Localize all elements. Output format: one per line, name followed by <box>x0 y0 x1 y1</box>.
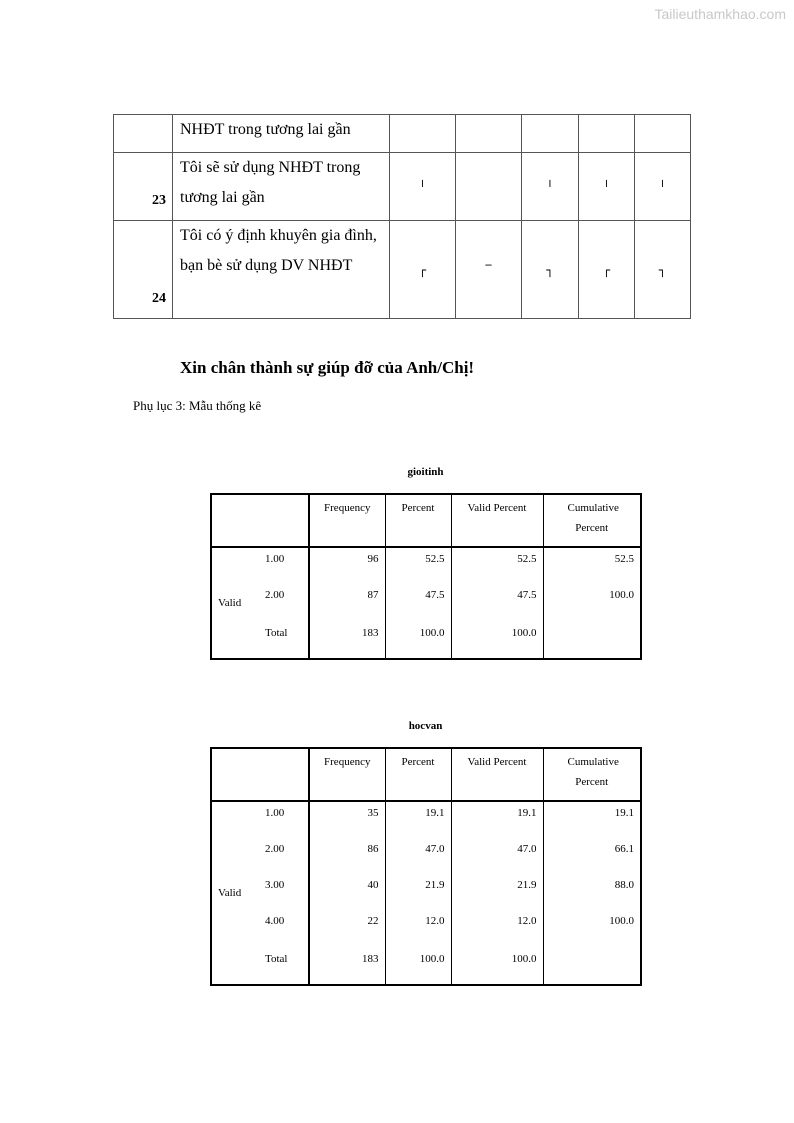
percent-cell: 52.5 <box>385 547 451 584</box>
row-label: 3.00 <box>259 874 309 910</box>
frequency-cell: 86 <box>309 838 385 874</box>
survey-checkbox-cell[interactable]: ┌ <box>579 221 635 319</box>
cumulative-cell <box>543 946 641 985</box>
valid-percent-cell: 100.0 <box>451 620 543 659</box>
cumulative-cell: 88.0 <box>543 874 641 910</box>
valid-percent-cell: 100.0 <box>451 946 543 985</box>
percent-cell: 47.0 <box>385 838 451 874</box>
valid-percent-cell: 21.9 <box>451 874 543 910</box>
survey-table <box>113 114 691 319</box>
valid-percent-cell: 52.5 <box>451 547 543 584</box>
valid-percent-cell: 12.0 <box>451 910 543 946</box>
cumulative-cell: 100.0 <box>543 584 641 620</box>
percent-cell: 19.1 <box>385 801 451 838</box>
valid-percent-cell: 47.0 <box>451 838 543 874</box>
survey-statement: NHĐT trong tương lai gần <box>173 115 390 153</box>
column-header: Cumulative Percent <box>543 748 641 801</box>
table-row <box>211 584 641 620</box>
table-row <box>211 620 641 659</box>
survey-checkbox-cell[interactable] <box>456 153 522 221</box>
survey-checkbox-cell[interactable]: ‾ <box>456 221 522 319</box>
percent-cell: 21.9 <box>385 874 451 910</box>
survey-checkbox-cell[interactable]: ┐ <box>522 221 579 319</box>
survey-row-number <box>114 115 173 153</box>
valid-group-label: Valid <box>211 547 259 659</box>
survey-checkbox-cell[interactable]: ╵ <box>635 153 691 221</box>
frequency-cell: 87 <box>309 584 385 620</box>
frequency-cell: 183 <box>309 946 385 985</box>
percent-cell: 12.0 <box>385 910 451 946</box>
cumulative-cell: 19.1 <box>543 801 641 838</box>
valid-percent-cell: 19.1 <box>451 801 543 838</box>
cumulative-cell: 66.1 <box>543 838 641 874</box>
gioitinh-caption: gioitinh <box>407 466 444 478</box>
table-row <box>211 838 641 874</box>
header-blank <box>211 748 259 801</box>
watermark: Tailieuthamkhao.com <box>654 6 786 22</box>
table-row <box>211 874 641 910</box>
survey-row-number: 23 <box>114 153 173 221</box>
table-row <box>211 547 641 584</box>
survey-checkbox-cell[interactable] <box>456 115 522 153</box>
survey-checkbox-cell[interactable]: ╵ <box>579 153 635 221</box>
frequency-cell: 35 <box>309 801 385 838</box>
percent-cell: 100.0 <box>385 946 451 985</box>
survey-row <box>114 115 691 153</box>
row-label: Total <box>259 620 309 659</box>
column-header: Cumulative Percent <box>543 494 641 547</box>
closing-heading: Xin chân thành sự giúp đỡ của Anh/Chị! <box>180 358 475 377</box>
header-blank <box>259 494 309 547</box>
frequency-cell: 40 <box>309 874 385 910</box>
cumulative-cell: 52.5 <box>543 547 641 584</box>
appendix-title: Phụ lục 3: Mẫu thống kê <box>133 398 262 413</box>
header-blank <box>211 494 259 547</box>
percent-cell: 47.5 <box>385 584 451 620</box>
hocvan-caption: hocvan <box>408 720 443 732</box>
table-row <box>211 910 641 946</box>
survey-row-number: 24 <box>114 221 173 319</box>
table-row <box>211 801 641 838</box>
row-label: Total <box>259 946 309 985</box>
survey-row <box>114 221 691 319</box>
column-header: Percent <box>385 748 451 801</box>
row-label: 1.00 <box>259 547 309 584</box>
percent-cell: 100.0 <box>385 620 451 659</box>
valid-percent-cell: 47.5 <box>451 584 543 620</box>
survey-checkbox-cell[interactable]: ╵ <box>522 153 579 221</box>
row-label: 2.00 <box>259 838 309 874</box>
row-label: 4.00 <box>259 910 309 946</box>
frequency-cell: 22 <box>309 910 385 946</box>
header-blank <box>259 748 309 801</box>
survey-checkbox-cell[interactable] <box>390 115 456 153</box>
column-header: Frequency <box>309 494 385 547</box>
valid-group-label: Valid <box>211 801 259 985</box>
survey-checkbox-cell[interactable]: ┐ <box>635 221 691 319</box>
row-label: 1.00 <box>259 801 309 838</box>
survey-statement: Tôi sẽ sử dụng NHĐT trong tương lai gần <box>173 153 390 221</box>
survey-checkbox-cell[interactable]: ┌ <box>390 221 456 319</box>
column-header: Percent <box>385 494 451 547</box>
cumulative-cell: 100.0 <box>543 910 641 946</box>
row-label: 2.00 <box>259 584 309 620</box>
survey-row <box>114 153 691 221</box>
gioitinh-frequency-table <box>210 493 642 660</box>
survey-checkbox-cell[interactable] <box>635 115 691 153</box>
column-header: Valid Percent <box>451 748 543 801</box>
survey-checkbox-cell[interactable] <box>579 115 635 153</box>
table-row <box>211 946 641 985</box>
survey-statement: Tôi có ý định khuyên gia đình, bạn bè sử dụng DV NHĐT <box>173 221 390 319</box>
cumulative-cell <box>543 620 641 659</box>
survey-checkbox-cell[interactable] <box>522 115 579 153</box>
hocvan-frequency-table <box>210 747 642 986</box>
column-header: Valid Percent <box>451 494 543 547</box>
column-header: Frequency <box>309 748 385 801</box>
frequency-cell: 96 <box>309 547 385 584</box>
survey-checkbox-cell[interactable]: ╵ <box>390 153 456 221</box>
frequency-cell: 183 <box>309 620 385 659</box>
